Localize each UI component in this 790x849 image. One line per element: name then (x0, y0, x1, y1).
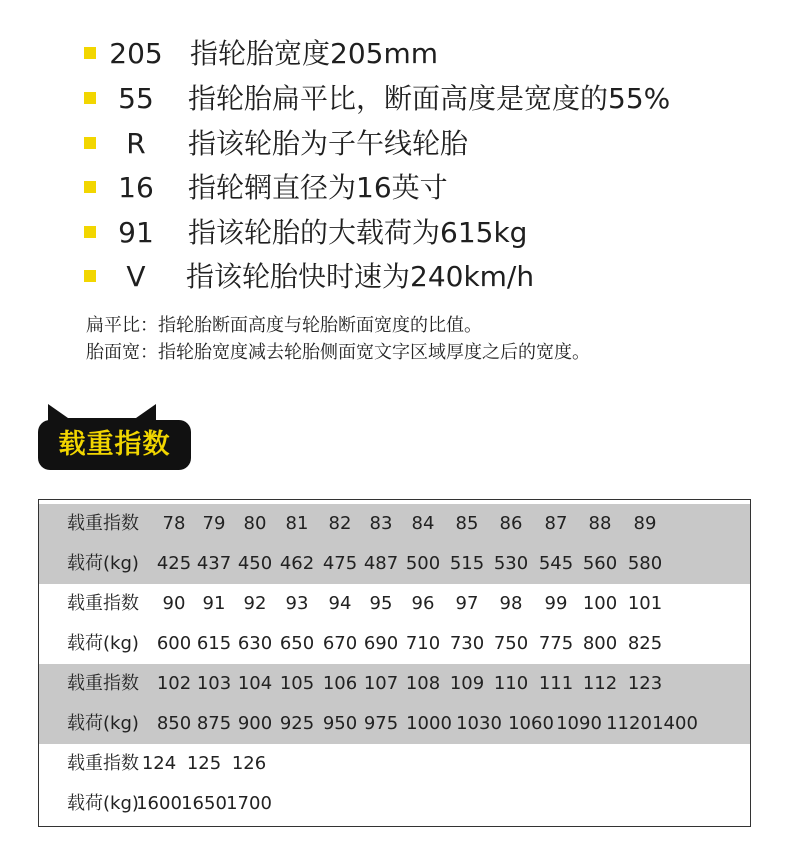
square-bullet-icon (84, 181, 96, 193)
table-cell: 875 (196, 713, 232, 734)
table-band (39, 584, 751, 664)
table-cell: 90 (162, 593, 186, 614)
table-cell: 975 (363, 713, 399, 734)
spec-description: 指该轮胎快时速为240km/h (186, 260, 535, 293)
table-cell: 79 (202, 513, 226, 534)
table-cell: 92 (243, 593, 267, 614)
table-cell: 1600 (136, 793, 182, 814)
table-cell: 100 (582, 593, 618, 614)
load-index-row (39, 584, 751, 624)
spec-description: 指轮胎宽度205mm (190, 37, 438, 70)
table-cell: 487 (363, 553, 399, 574)
table-cell: 84 (411, 513, 435, 534)
table-cell: 1000 (406, 713, 452, 734)
table-cell: 102 (156, 673, 192, 694)
load-kg-row (39, 624, 751, 664)
table-cell: 78 (162, 513, 186, 534)
table-cell: 560 (582, 553, 618, 574)
table-cell: 107 (363, 673, 399, 694)
table-cell: 750 (493, 633, 529, 654)
spec-item (0, 211, 790, 255)
square-bullet-icon (84, 270, 96, 282)
table-cell: 800 (582, 633, 618, 654)
table-cell: 450 (237, 553, 273, 574)
definition-notes (86, 312, 590, 366)
note-aspect-ratio: 扁平比：指轮胎断面高度与轮胎断面宽度的比值。 (86, 315, 482, 336)
table-cell: 825 (627, 633, 663, 654)
table-cell: 600 (156, 633, 192, 654)
table-band (39, 504, 751, 584)
table-cell: 81 (285, 513, 309, 534)
table-cell: 775 (538, 633, 574, 654)
row-label: 载重指数 (67, 513, 139, 534)
table-cell: 1060 (508, 713, 554, 734)
table-cell: 850 (156, 713, 192, 734)
load-index-table (38, 499, 751, 827)
load-index-row (39, 504, 751, 544)
square-bullet-icon (84, 47, 96, 59)
table-cell: 124 (141, 753, 177, 774)
table-cell: 545 (538, 553, 574, 574)
spec-code: R (126, 127, 146, 160)
load-kg-row (39, 784, 751, 824)
table-cell: 670 (322, 633, 358, 654)
table-cell: 101 (627, 593, 663, 614)
table-cell: 83 (369, 513, 393, 534)
table-band (39, 744, 751, 824)
table-cell: 1650 (181, 793, 227, 814)
table-cell: 126 (231, 753, 267, 774)
table-cell: 91 (202, 593, 226, 614)
table-cell: 103 (196, 673, 232, 694)
table-cell: 80 (243, 513, 267, 534)
table-cell: 85 (455, 513, 479, 534)
table-cell: 900 (237, 713, 273, 734)
spec-description: 指轮胎扁平比，断面高度是宽度的55% (188, 82, 671, 115)
spec-description: 指该轮胎为子午线轮胎 (188, 127, 469, 160)
table-cell: 1090 (556, 713, 602, 734)
table-cell: 530 (493, 553, 529, 574)
table-cell: 94 (328, 593, 352, 614)
spec-item (0, 255, 790, 299)
table-cell: 730 (449, 633, 485, 654)
table-cell: 690 (363, 633, 399, 654)
row-label: 载荷(kg) (67, 633, 139, 654)
table-cell: 104 (237, 673, 273, 694)
table-cell: 99 (544, 593, 568, 614)
table-cell: 88 (588, 513, 612, 534)
spec-item (0, 77, 790, 121)
spec-code: 205 (109, 37, 163, 70)
table-cell: 110 (493, 673, 529, 694)
table-cell: 515 (449, 553, 485, 574)
row-label: 载重指数 (67, 673, 139, 694)
table-cell: 1120 (606, 713, 652, 734)
spec-description: 指该轮胎的大载荷为615kg (188, 216, 528, 249)
table-cell: 710 (405, 633, 441, 654)
table-cell: 112 (582, 673, 618, 694)
table-cell: 93 (285, 593, 309, 614)
table-cell: 580 (627, 553, 663, 574)
table-cell: 98 (499, 593, 523, 614)
table-cell: 1700 (226, 793, 272, 814)
table-cell: 82 (328, 513, 352, 534)
load-index-row (39, 744, 751, 784)
table-cell: 106 (322, 673, 358, 694)
square-bullet-icon (84, 92, 96, 104)
table-cell: 97 (455, 593, 479, 614)
table-cell: 87 (544, 513, 568, 534)
square-bullet-icon (84, 226, 96, 238)
table-cell: 96 (411, 593, 435, 614)
table-cell: 105 (279, 673, 315, 694)
load-kg-row (39, 704, 751, 744)
table-cell: 1400 (652, 713, 698, 734)
load-kg-row (39, 544, 751, 584)
badge-title: 载重指数 (58, 429, 171, 460)
table-cell: 111 (538, 673, 574, 694)
spec-code: 55 (118, 82, 154, 115)
row-label: 载荷(kg) (67, 793, 139, 814)
table-cell: 125 (186, 753, 222, 774)
table-cell: 462 (279, 553, 315, 574)
table-cell: 1030 (456, 713, 502, 734)
spec-item (0, 166, 790, 210)
table-band (39, 664, 751, 744)
table-cell: 630 (237, 633, 273, 654)
row-label: 载重指数 (67, 593, 139, 614)
table-cell: 109 (449, 673, 485, 694)
table-cell: 950 (322, 713, 358, 734)
spec-code: V (126, 260, 146, 293)
table-cell: 86 (499, 513, 523, 534)
table-cell: 475 (322, 553, 358, 574)
row-label: 载荷(kg) (67, 553, 139, 574)
load-index-badge (38, 400, 193, 472)
table-cell: 650 (279, 633, 315, 654)
load-index-row (39, 664, 751, 704)
table-cell: 500 (405, 553, 441, 574)
table-cell: 925 (279, 713, 315, 734)
table-cell: 95 (369, 593, 393, 614)
spec-code: 16 (118, 171, 154, 204)
spec-item (0, 32, 790, 76)
spec-description: 指轮辋直径为16英寸 (188, 171, 448, 204)
table-cell: 123 (627, 673, 663, 694)
table-cell: 108 (405, 673, 441, 694)
square-bullet-icon (84, 137, 96, 149)
table-cell: 425 (156, 553, 192, 574)
table-cell: 437 (196, 553, 232, 574)
spec-item (0, 122, 790, 166)
row-label: 载重指数 (67, 753, 139, 774)
spec-code: 91 (118, 216, 154, 249)
table-cell: 615 (196, 633, 232, 654)
note-tread-width: 胎面宽：指轮胎宽度减去轮胎侧面宽文字区域厚度之后的宽度。 (86, 342, 590, 363)
row-label: 载荷(kg) (67, 713, 139, 734)
table-cell: 89 (633, 513, 657, 534)
